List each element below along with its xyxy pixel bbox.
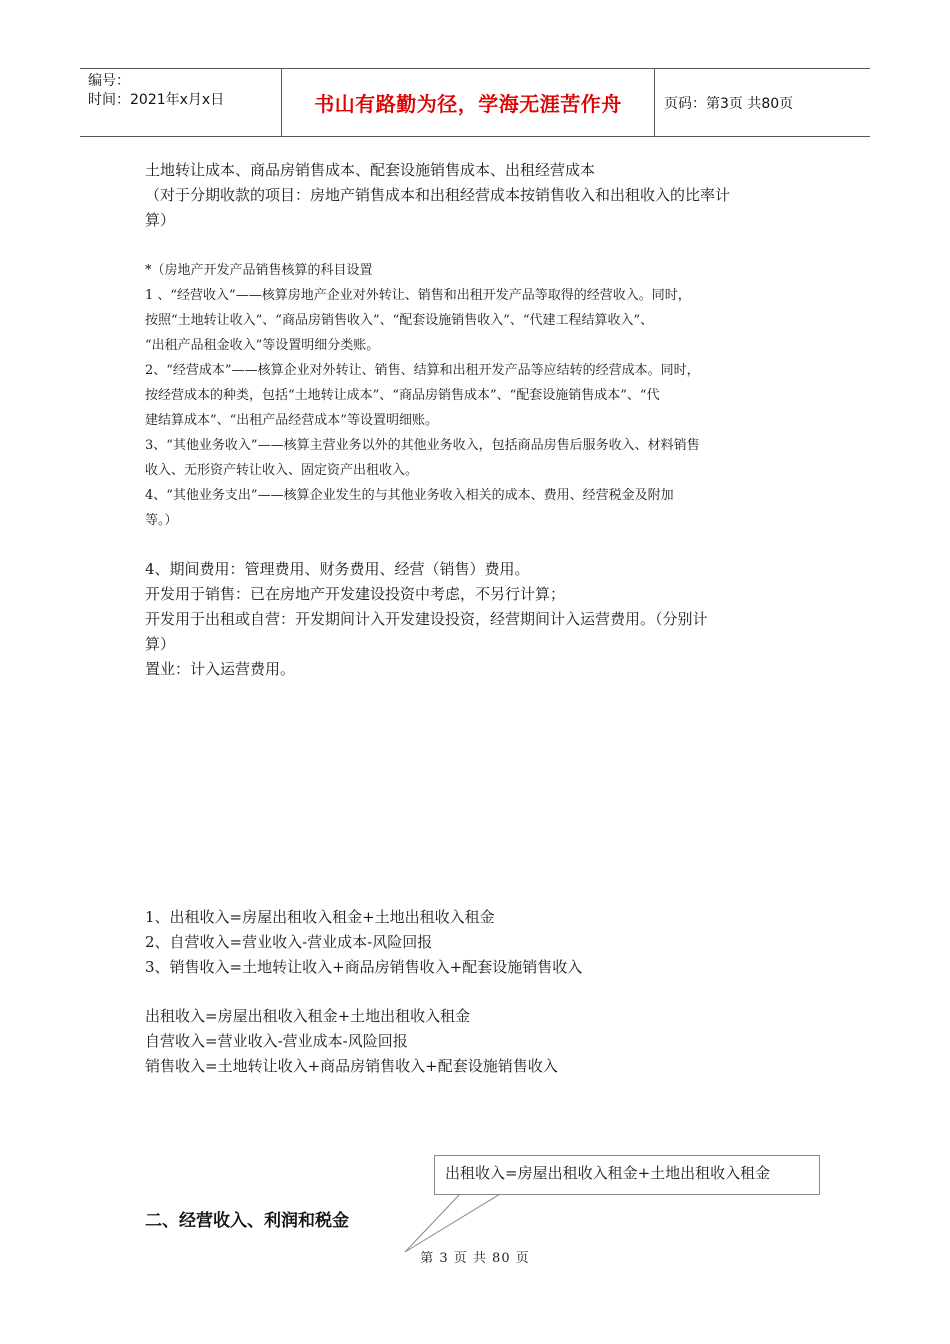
period-line: 置业：计入运营费用。 [145, 660, 296, 678]
header-meta [88, 72, 224, 110]
period-line: 开发用于销售：已在房地产开发建设投资中考虑，不另行计算； [145, 585, 566, 603]
section-title: 二、经营收入、利润和税金 [145, 1211, 349, 1231]
formula-line: 销售收入=土地转让收入+商品房销售收入+配套设施销售收入 [145, 1057, 558, 1075]
time-label: 时间：2021年x月x日 [88, 92, 225, 108]
accounts-line: 2、“经营成本”——核算企业对外转让、销售、结算和出租开发产品等应结转的经营成本。同时， [145, 363, 700, 378]
accounts-line: 3、“其他业务收入”——核算主营业务以外的其他业务收入，包括商品房售后服务收入、材料销售 [145, 438, 700, 453]
period-line: 算） [145, 635, 176, 653]
intro-paragraph [145, 158, 810, 233]
period-line: 开发用于出租或自营：开发期间计入开发建设投资，经营期间计入运营费用。（分别计 [145, 610, 708, 628]
accounts-line: 1 、“经营收入”——核算房地产企业对外转让、销售和出租开发产品等取得的经营收入。同时， [145, 288, 691, 303]
number-label: 编号： [88, 73, 130, 89]
period-line: 4、期间费用：管理费用、财务费用、经营（销售）费用。 [145, 560, 530, 578]
header-motto: 书山有路勤为径，学海无涯苦作舟 [314, 91, 622, 116]
formula-line: 出租收入=房屋出租收入租金+土地出租收入租金 [145, 1007, 471, 1025]
callout-text: 出租收入=房屋出租收入租金+土地出租收入租金 [445, 1164, 771, 1182]
accounts-line: 按照“土地转让收入”、“商品房销售收入”、“配套设施销售收入”、“代建工程结算收入”、 [145, 313, 654, 328]
formulas-plain [145, 1004, 810, 1079]
accounts-section [145, 258, 810, 533]
page-footer: 第 3 页 共 80 页 [420, 1251, 530, 1266]
accounts-line: 按经营成本的种类，包括“土地转让成本”、“商品房销售成本”、“配套设施销售成本”、“代 [145, 388, 660, 403]
formula-line: 自营收入=营业收入-营业成本-风险回报 [145, 1032, 408, 1050]
intro-line: 算） [145, 211, 176, 229]
callout-pointer [400, 1194, 500, 1254]
header-bottom-rule [80, 136, 870, 137]
accounts-line: 建结算成本”、“出租产品经营成本”等设置明细账。 [145, 413, 438, 428]
period-expenses [145, 557, 810, 682]
accounts-line: 等。） [145, 513, 178, 528]
intro-line: 土地转让成本、商品房销售成本、配套设施销售成本、出租经营成本 [145, 161, 596, 179]
callout-box [434, 1155, 820, 1195]
formula-line: 3、销售收入=土地转让收入+商品房销售收入+配套设施销售收入 [145, 958, 583, 976]
formula-line: 1、出租收入=房屋出租收入租金+土地出租收入租金 [145, 908, 495, 926]
accounts-line: 收入、无形资产转让收入、固定资产出租收入。 [145, 463, 419, 478]
accounts-title: *（房地产开发产品销售核算的科目设置 [145, 263, 373, 278]
formula-line: 2、自营收入=营业收入-营业成本-风险回报 [145, 933, 433, 951]
header-divider-2 [654, 68, 655, 136]
accounts-line: “出租产品租金收入”等设置明细分类账。 [145, 338, 380, 353]
formulas-numbered [145, 905, 810, 980]
header-page-info: 页码：第3页 共80页 [664, 96, 794, 112]
accounts-line: 4、“其他业务支出”——核算企业发生的与其他业务收入相关的成本、费用、经营税金及附加 [145, 488, 674, 503]
intro-line: （对于分期收款的项目：房地产销售成本和出租经营成本按销售收入和出租收入的比率计 [145, 186, 731, 204]
